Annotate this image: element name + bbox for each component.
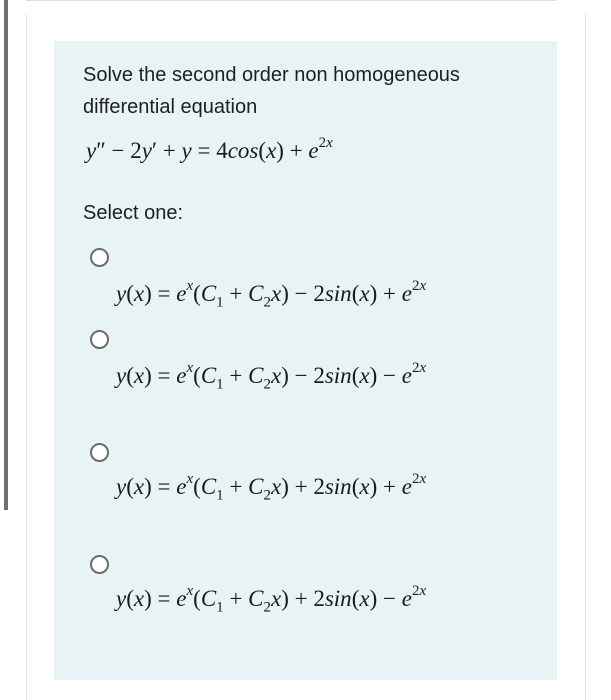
radio-unchecked-icon[interactable] [90,443,109,462]
answer-option-d[interactable] [54,548,557,643]
answer-option-c[interactable] [54,436,557,531]
answer-option-a-math: $y(x) = e^x(C_1 + C_2x) - 2\sin(x) + e^{2x}$ [116,278,427,311]
answer-option-c-math: $y(x) = e^x(C_1 + C_2x) + 2\sin(x) + e^{2x}$ [116,471,427,504]
question-prompt: Solve the second order non homogeneous differential equation [83,64,460,118]
previous-card-edge [26,0,556,1]
answer-option-b[interactable] [54,326,557,421]
radio-unchecked-icon[interactable] [90,248,109,267]
left-scroll-edge [4,0,8,510]
select-one-label: Select one: [83,202,184,224]
radio-unchecked-icon[interactable] [90,330,109,349]
radio-unchecked-icon[interactable] [90,555,109,574]
question-card [54,41,557,680]
question-equation: $y'' - 2y' + y = 4\cos(x) + e^{2x}$ [86,135,333,163]
answer-option-d-math: $y(x) = e^x(C_1 + C_2x) + 2\sin(x) - e^{2x}$ [116,583,427,616]
answer-option-a[interactable] [54,236,557,331]
answer-option-b-math: $y(x) = e^x(C_1 + C_2x) - 2\sin(x) - e^{2x}$ [116,360,427,393]
